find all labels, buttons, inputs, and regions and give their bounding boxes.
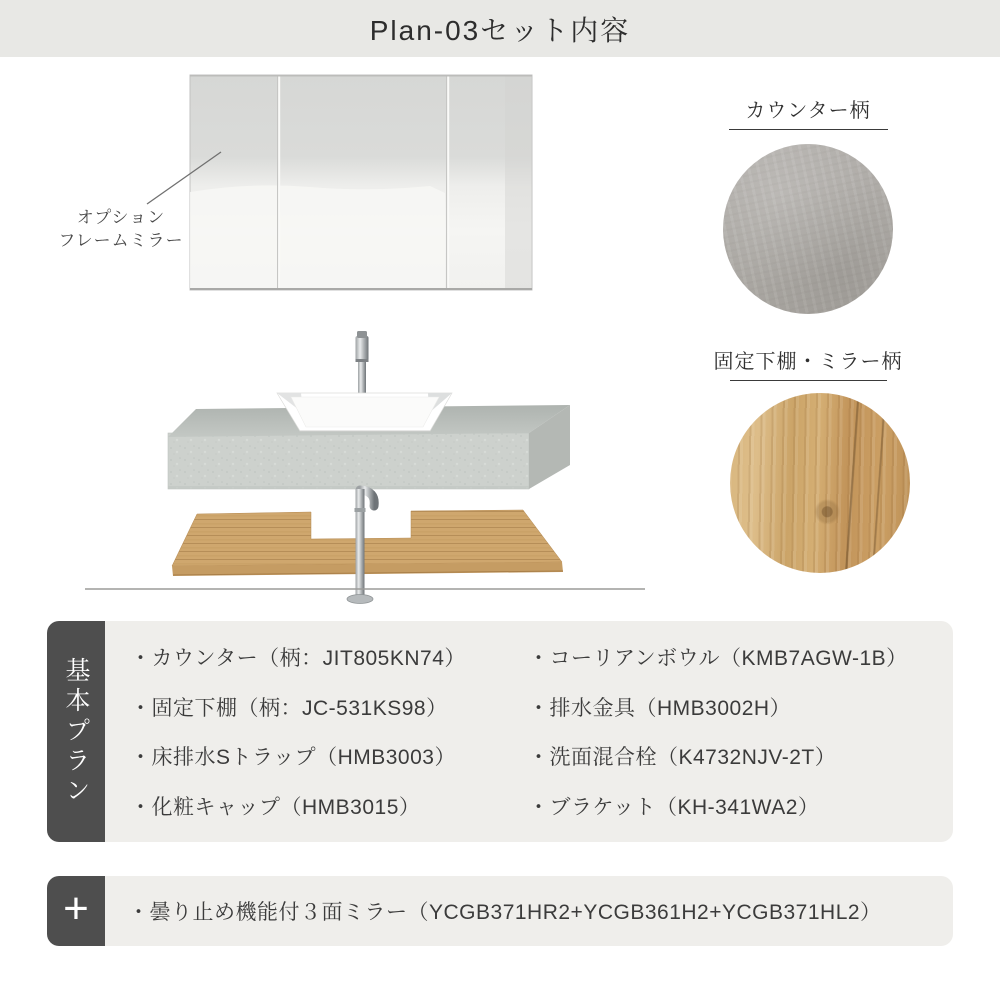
shelf-mirror-pattern-label-text: 固定下棚・ミラー柄 [713,351,903,373]
option-plan-section [47,876,953,946]
page-header [0,0,1000,57]
content-area [0,57,1000,620]
plan-item: ・床排水Sトラップ（HMB3003） [130,746,456,770]
plan-item: ・ブラケット（KH-341WA2） [528,795,820,819]
option-plan-item: ・曇り止め機能付３面ミラー（YCGB371HR2+YCGB361H2+YCGB371HL2） [128,901,882,924]
option-plan-sidebar [47,876,105,946]
sink-illustration [277,393,452,431]
mirror-illustration [190,75,532,290]
counter-pattern-swatch [723,144,893,314]
plan-item: ・カウンター（柄：JIT805KN74） [130,647,466,671]
basic-plan-items-right [528,621,953,842]
counter-pattern-label [703,94,913,130]
basic-plan-section [47,621,953,842]
shelf-mirror-pattern-label [698,345,918,381]
plus-icon: + [63,884,89,933]
plan-item: ・排水金具（HMB3002H） [528,696,792,720]
counter-pattern-label-text: カウンター柄 [745,100,871,122]
basic-plan-sidebar-label: 基本プラン [62,656,90,807]
shelf-mirror-pattern-swatch [730,393,910,573]
basic-plan-items-left [105,621,528,842]
plan-item: ・化粧キャップ（HMB3015） [130,795,421,819]
plan-item: ・洗面混合栓（K4732NJV-2T） [528,746,837,770]
mirror-option-label [50,206,192,252]
plan-item: ・固定下棚（柄：JC-531KS98） [130,696,448,720]
mirror-option-label-line2: フレームミラー [58,231,184,250]
basic-plan-sidebar [47,621,105,842]
counter-pattern-underline [729,129,888,130]
page-title: Plan-03セット内容 [369,14,631,46]
mirror-option-label-line1: オプション [76,208,166,227]
basic-plan-panel [105,621,953,842]
wood-shelf-illustration [172,510,563,576]
option-plan-panel [105,876,953,946]
washbasin-set-illustration [0,57,680,620]
shelf-mirror-pattern-underline [730,380,887,381]
plan-item: ・コーリアンボウル（KMB7AGW-1B） [528,647,908,671]
